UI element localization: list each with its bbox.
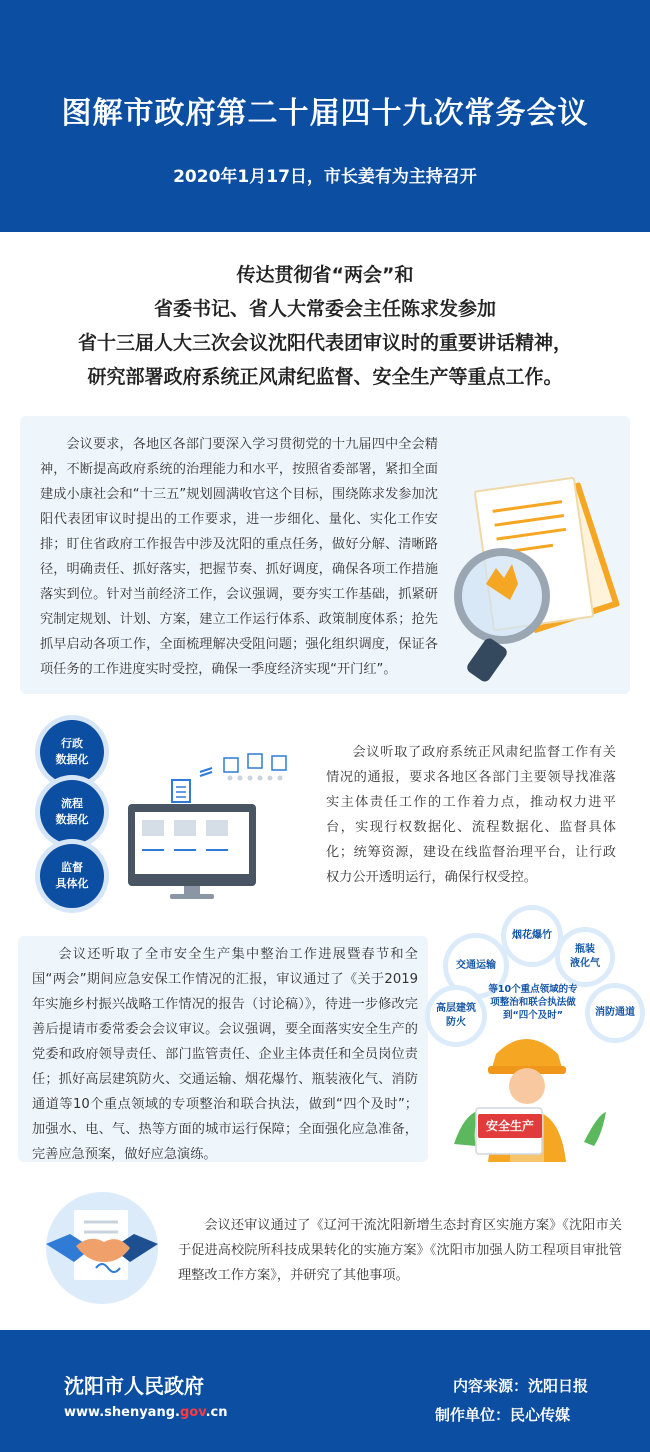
page-subtitle: 2020年1月17日，市长姜有为主持召开 [173,167,477,187]
bubble-traffic-label: 交通运输 [456,960,496,971]
circle-admin-data [40,720,104,784]
header-banner [0,0,650,232]
intro-line-4: 研究部署政府系统正风肃纪监督、安全生产等重点工作。 [87,366,563,388]
bubble-fireworks-label: 烟花爆竹 [512,930,552,941]
section-supervision-text: 会议听取了政府系统正风肃纪监督工作有关情况的通报，要求各地区各部门主要领导找准落实主体责任工作的工作着力点，推动权力进平台，实现行权数据化、流程数据化、监督具体化；统筹资源，建设在线监督治理平台，让行政权力公开透明运行，确保行权受控。 [326,745,616,885]
footer-producer: 制作单位：民心传媒 [434,1406,570,1424]
handshake-illustration [40,1190,164,1306]
circle-process-data [40,780,104,844]
section-safety-text: 会议还听取了全市安全生产集中整治工作进展暨春节和全国“两会”期间应急安保工作情况的汇报，审议通过了《关于2019年实施乡村振兴战略工作情况的报告（讨论稿）》，待进一步修改完善后提请市委常委会会议审议。会议强调，要全面落实安全生产的党委和政府领导责任、部门监管责任、企业主体责任和全员岗位责任；抓好高层建筑防火、交通运输、烟花爆竹、瓶装液化气、消防通道等10个重点领域的专项整治和联合执法，做到“四个及时”；加强水、电、气、热等方面的城市运行保障；全面强化应急准备，完善应急预案，做好应急演练。 [32,947,418,1162]
bubble-bottled-gas [560,932,610,982]
safety-sign: 安全生产 [478,1114,542,1138]
circle-supervision-concrete-label: 监督 具体化 [55,861,89,890]
intro-block [0,258,650,394]
circle-process-data-label: 流程 数据化 [55,797,89,826]
intro-line-1: 传达贯彻省“两会”和 [236,264,414,286]
footer-org-name: 沈阳市人民政府 [64,1374,204,1398]
section-economy-text: 会议要求，各地区各部门要深入学习贯彻党的十九届四中全会精神，不断提高政府系统的治理能力和水平，按照省委部署，紧扣全面建成小康社会和“十三五”规划圆满收官这个目标，围绕陈求发参加沈阳代表团审议时提出的工作要求，进一步细化、量化、实化工作安排；盯住省政府工作报告中涉及沈阳的重点任务，做好分解、清晰路径，明确责任、抓好落实，把握节奏、抓好调度，确保各项工作措施落实到位。针对当前经济工作，会议强调，要夯实工作基础，抓紧研究制定规划、计划、方案，建立工作运行体系、政策制度体系；抢先抓早启动各项工作，全面梳理解决受阻问题；强化组织调度，保证各项任务的工作进度实时受控，确保一季度经济实现“开门红”。 [40,437,438,677]
bubble-highrise-fire-label: 高层建筑 防火 [436,1003,476,1028]
bubble-fire-lane-label: 消防通道 [595,1007,635,1018]
circle-admin-data-label: 行政 数据化 [55,737,89,766]
section-safety-card [18,936,428,1162]
footer-content-source: 内容来源：沈阳日报 [452,1377,588,1395]
bubble-bottled-gas-label: 瓶装 液化气 [570,944,600,969]
bubble-fireworks [506,910,558,962]
page-title: 图解市政府第二十届四十九次常务会议 [61,96,589,131]
section-economy-card [20,416,630,694]
monitor-platform-illustration [126,752,326,902]
footer-url-gov: gov [179,1405,206,1420]
circle-supervision-concrete [40,844,104,908]
document-magnifier-illustration [444,464,624,684]
intro-line-3: 省十三届人大三次会议沈阳代表团审议时的重要讲话精神， [77,332,572,354]
safety-worker-illustration [448,1024,608,1164]
intro-line-2: 省委书记、省人大常委会主任陈求发参加 [153,298,496,320]
footer-url-suffix: .cn [205,1405,228,1420]
section-other-matters-text: 会议还审议通过了《辽河干流沈阳新增生态封育区实施方案》《沈阳市关于促进高校院所科技成果转化的实施方案》《沈阳市加强人防工程项目审批管理整改工作方案》，并研究了其他事项。 [178,1218,622,1283]
footer-url-prefix: www.shenyang. [64,1405,180,1420]
footer-banner [0,1330,650,1452]
safety-center-text: 等10个重点领域的专项整治和联合执法做到“四个及时” [488,984,578,1021]
footer-website-link[interactable] [64,1405,228,1420]
